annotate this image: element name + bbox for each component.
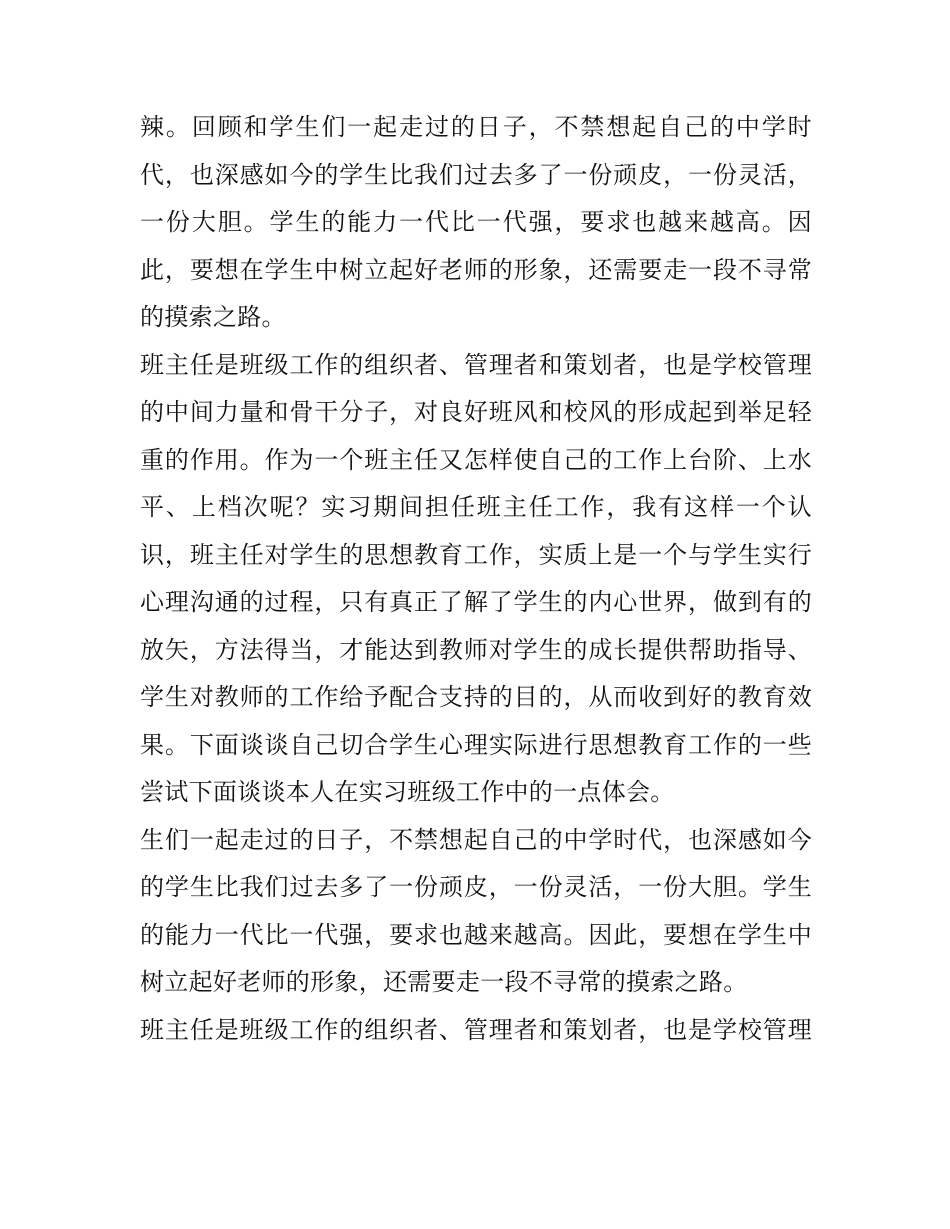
body-text xyxy=(140,104,812,1054)
text-line: 代，也深感如今的学生比我们过去多了一份顽皮，一份灵活， xyxy=(140,160,812,189)
text-line: 果。下面谈谈自己切合学生心理实际进行思想教育工作的一些 xyxy=(140,730,812,759)
text-line: 生们一起走过的日子，不禁想起自己的中学时代，也深感如今 xyxy=(140,825,812,854)
text-line: 放矢，方法得当，才能达到教师对学生的成长提供帮助指导、 xyxy=(140,635,812,664)
text-line: 一份大胆。学生的能力一代比一代强，要求也越来越高。因 xyxy=(140,208,812,236)
text-line: 重的作用。作为一个班主任又怎样使自己的工作上台阶、上水 xyxy=(140,445,812,474)
text-line: 的中间力量和骨干分子，对良好班风和校风的形成起到举足轻 xyxy=(140,398,812,426)
text-line: 心理沟通的过程，只有真正了解了学生的内心世界，做到有的 xyxy=(140,588,812,616)
text-line: 班主任是班级工作的组织者、管理者和策划者，也是学校管理 xyxy=(140,1015,812,1044)
text-line: 尝试下面谈谈本人在实习班级工作中的一点体会。 xyxy=(140,778,675,806)
text-line: 识，班主任对学生的思想教育工作，实质上是一个与学生实行 xyxy=(140,540,812,569)
text-line: 的摸索之路。 xyxy=(140,303,286,331)
text-line: 平、上档次呢？实习期间担任班主任工作，我有这样一个认 xyxy=(140,493,812,521)
text-line: 辣。回顾和学生们一起走过的日子，不禁想起自己的中学时 xyxy=(140,113,812,141)
text-line: 的能力一代比一代强，要求也越来越高。因此，要想在学生中 xyxy=(140,920,812,949)
text-line: 树立起好老师的形象，还需要走一段不寻常的摸索之路。 xyxy=(140,968,748,996)
text-line: 此，要想在学生中树立起好老师的形象，还需要走一段不寻常 xyxy=(140,255,812,284)
text-line: 班主任是班级工作的组织者、管理者和策划者，也是学校管理 xyxy=(140,350,812,379)
text-line: 的学生比我们过去多了一份顽皮，一份灵活，一份大胆。学生 xyxy=(140,873,812,901)
text-line: 学生对教师的工作给予配合支持的目的，从而收到好的教育效 xyxy=(140,683,812,711)
